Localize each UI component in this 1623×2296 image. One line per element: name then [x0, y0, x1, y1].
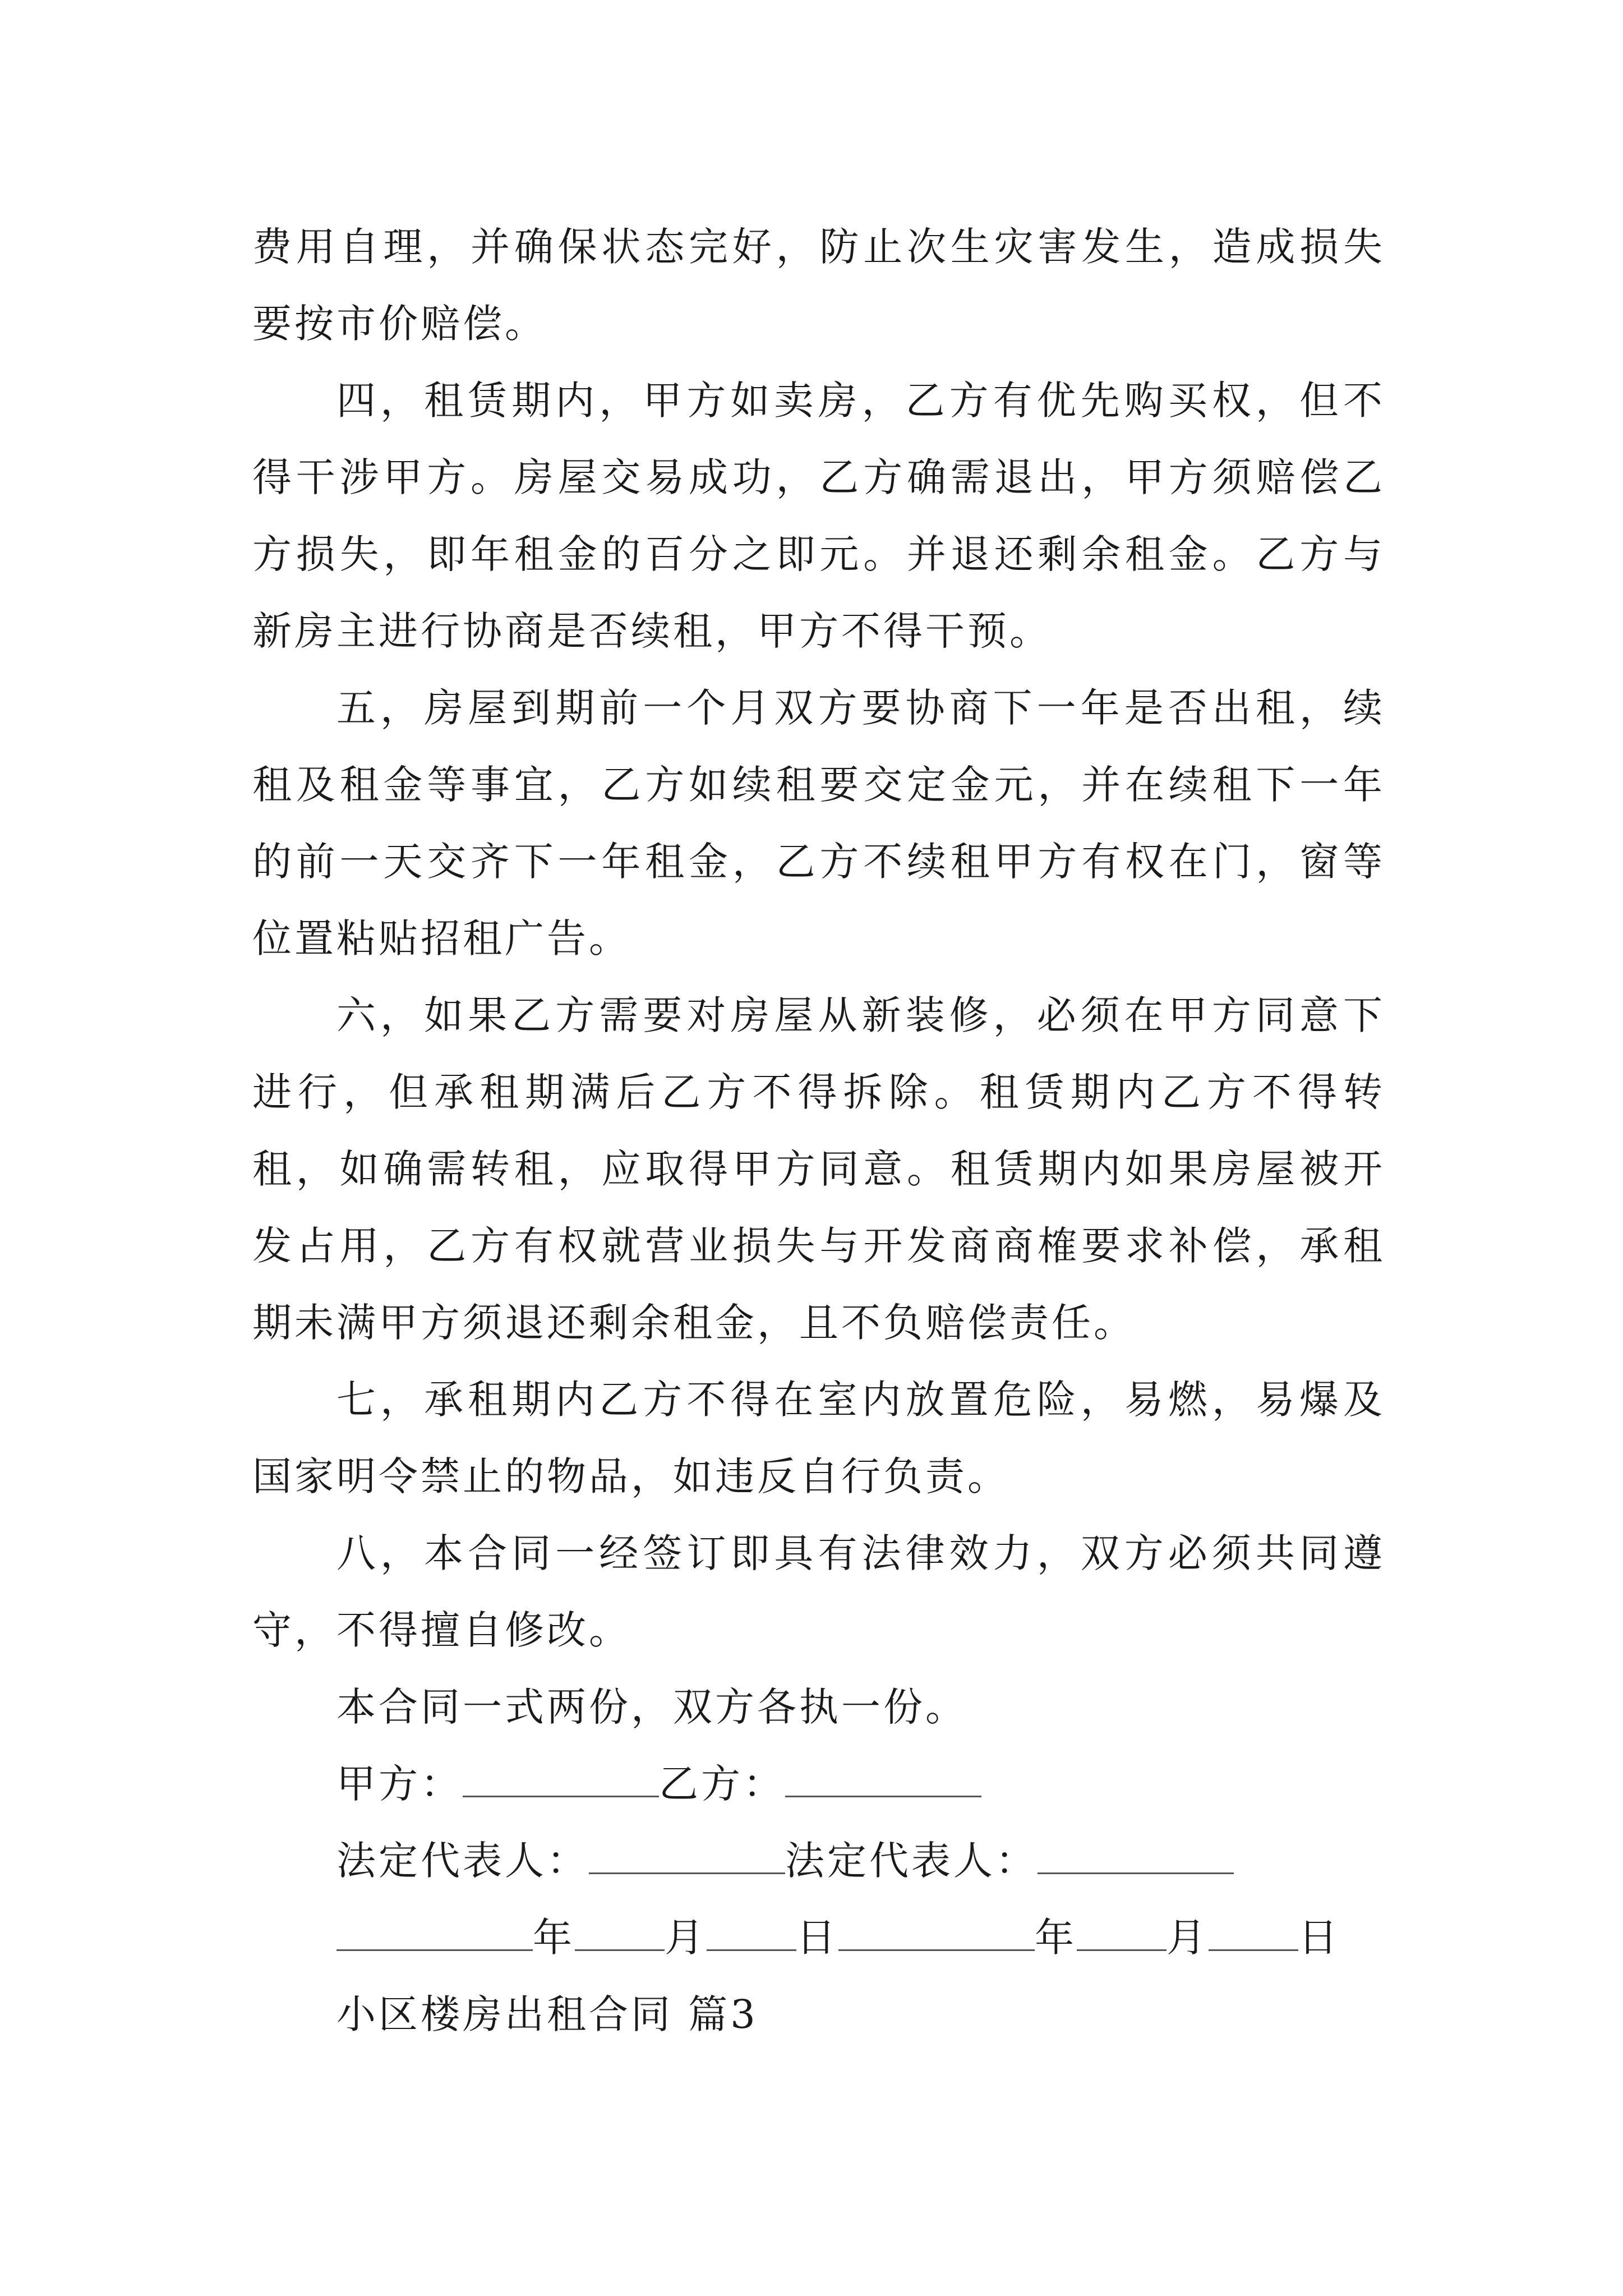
party-b-blank — [785, 1761, 981, 1797]
month-b-label: 月 — [1166, 1915, 1209, 1961]
month-a-blank — [575, 1915, 665, 1951]
month-a-label: 月 — [665, 1915, 707, 1961]
rep-b-label: 法定代表人： — [785, 1838, 1038, 1884]
year-b-blank — [838, 1915, 1035, 1951]
month-b-blank — [1077, 1915, 1166, 1951]
copies-statement: 本合同一式两份，双方各执一份。 — [336, 1684, 967, 1730]
year-a-blank — [336, 1915, 533, 1951]
rep-a-label: 法定代表人： — [336, 1838, 589, 1884]
party-b-label: 乙方： — [659, 1761, 785, 1807]
paragraph-continuation: 费用自理，并确保状态完好，防止次生灾害发生，造成损失要按市价赔偿。 — [252, 224, 1385, 347]
representative-line — [252, 1823, 1385, 1899]
clause-seven: 七，承租期内乙方不得在室内放置危险，易燃，易爆及国家明令禁止的物品，如违反自行负责。 — [252, 1377, 1385, 1499]
date-line — [252, 1899, 1385, 1976]
year-b-label: 年 — [1035, 1915, 1077, 1961]
clause-five: 五，房屋到期前一个月双方要协商下一年是否出租，续租及租金等事宜，乙方如续租要交定金元，并在续租下一年的前一天交齐下一年租金，乙方不续租甲方有权在门，窗等位置粘贴招租广告。 — [252, 685, 1385, 961]
clause-eight: 八，本合同一经签订即具有法律效力，双方必须共同遵守，不得擅自修改。 — [252, 1530, 1385, 1653]
day-a-label: 日 — [796, 1915, 838, 1961]
day-a-blank — [707, 1915, 796, 1951]
day-b-label: 日 — [1298, 1915, 1340, 1961]
clause-four: 四，租赁期内，甲方如卖房，乙方有优先购买权，但不得干涉甲方。房屋交易成功，乙方确需退出，甲方须赔偿乙方损失，即年租金的百分之即元。并退还剩余租金。乙方与新房主进行协商是否续租，甲方不得干预。 — [252, 378, 1385, 654]
document-body — [252, 209, 1385, 2053]
party-a-blank — [463, 1761, 659, 1797]
rep-b-blank — [1038, 1838, 1234, 1874]
clause-six: 六，如果乙方需要对房屋从新装修，必须在甲方同意下进行，但承租期满后乙方不得拆除。租赁期内乙方不得转租，如确需转租，应取得甲方同意。租赁期内如果房屋被开发占用，乙方有权就营业损失与开发商商榷要求补偿，承租期未满甲方须退还剩余租金，且不负赔偿责任。 — [252, 992, 1385, 1346]
party-signature-line — [252, 1746, 1385, 1823]
rep-a-blank — [589, 1838, 785, 1874]
next-section-heading: 小区楼房出租合同 篇3 — [336, 1991, 758, 2037]
day-b-blank — [1209, 1915, 1298, 1951]
year-a-label: 年 — [533, 1915, 575, 1961]
party-a-label: 甲方： — [336, 1761, 463, 1807]
